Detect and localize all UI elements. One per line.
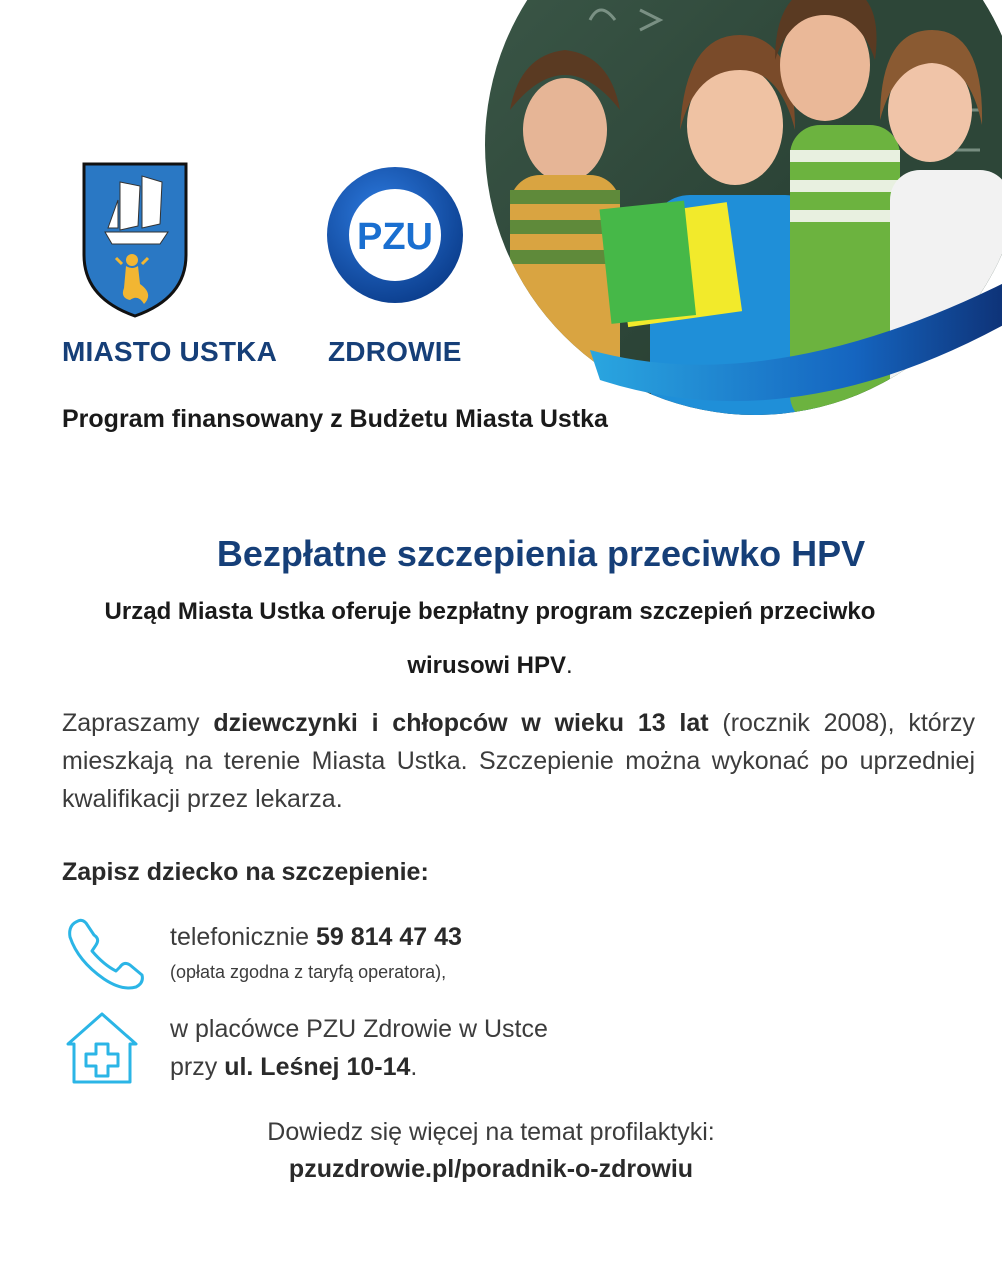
intro-line-1: Urząd Miasta Ustka oferuje bezpłatny program szczepień przeciwko: [104, 598, 876, 625]
house-plus-icon: [64, 1010, 140, 1086]
page-title: Bezpłatne szczepienia przeciwko HPV: [216, 533, 866, 574]
body-part-2: (rocznik 2008), którzy mieszkają na terenie Miasta Ustka. Szczepienie można wykonać po uprzedniej kwalifikacji przez lekarza.: [62, 709, 975, 813]
signup-heading: Zapisz dziecko na szczepienie:: [62, 858, 429, 886]
phone-note: (opłata zgodna z taryfą operatora),: [170, 962, 447, 982]
clinic-address: ul. Leśnej 10-14: [224, 1053, 411, 1081]
intro-line-2: [0, 652, 980, 680]
pzu-zdrowie-caption: ZDROWIE: [328, 336, 462, 367]
ustka-caption: MIASTO USTKA: [62, 336, 277, 367]
clinic-period: .: [410, 1053, 418, 1081]
body-paragraph: [62, 704, 975, 818]
clinic-line-2: [170, 1053, 417, 1082]
intro-line-2-period: .: [566, 652, 573, 679]
body-part-1: Zapraszamy: [62, 709, 214, 737]
pzu-logo-mark: PZU: [357, 216, 433, 258]
phone-number[interactable]: 59 814 47 43: [315, 923, 462, 951]
ustka-coat-of-arms-icon: [80, 160, 190, 320]
more-info-link[interactable]: pzuzdrowie.pl/poradnik-o-zdrowiu: [288, 1155, 694, 1183]
clinic-prefix: przy: [170, 1053, 225, 1081]
funding-note: Program finansowany z Budżetu Miasta Ustka: [62, 405, 608, 433]
pzu-logo-icon: [325, 165, 465, 305]
phone-line: [170, 923, 462, 952]
clinic-line-1: w placówce PZU Zdrowie w Ustce: [170, 1015, 548, 1043]
body-highlight: dziewczynki i chłopców w wieku 13 lat: [213, 709, 709, 737]
more-info-text: Dowiedz się więcej na temat profilaktyki:: [267, 1118, 715, 1146]
students-photo: [470, 0, 1002, 440]
phone-prefix: telefonicznie: [170, 923, 316, 951]
intro-line-2-text: wirusowi HPV: [407, 652, 567, 679]
phone-icon: [64, 917, 150, 993]
